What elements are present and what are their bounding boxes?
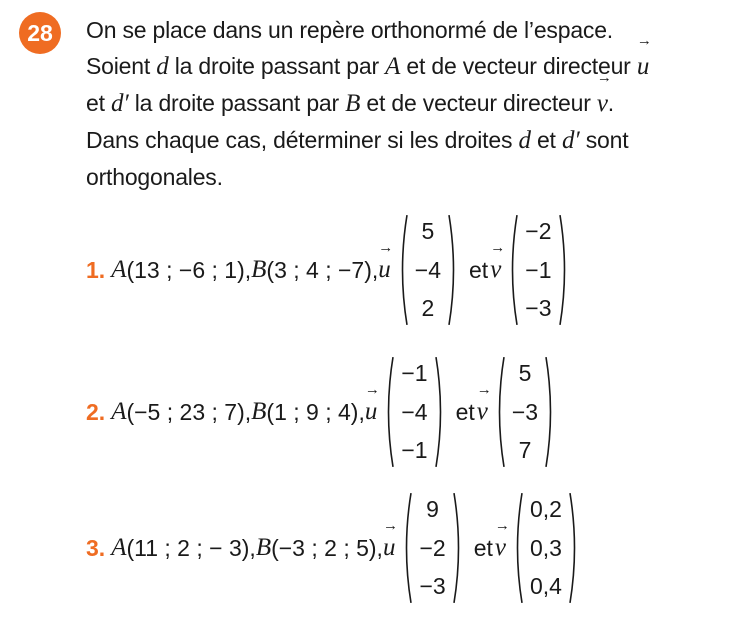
matrix-cell: 0,4: [529, 573, 562, 599]
vector-v-matrix: [507, 214, 569, 326]
matrix-cell: 9: [426, 496, 439, 522]
point-b-label: B: [251, 256, 267, 283]
intro-text: et de vecteur directeur: [360, 90, 597, 116]
point-b-coordinates: (−3 ; 2 ; 5),: [271, 534, 383, 561]
right-parenthesis: [568, 492, 580, 604]
left-parenthesis: [512, 492, 524, 604]
right-parenthesis: [434, 356, 446, 468]
vector-v-matrix: [512, 492, 580, 604]
matrix-cell: −3: [419, 573, 446, 599]
intro-text: .: [607, 90, 614, 116]
intro-text: et: [530, 127, 562, 153]
question-item-1: [86, 214, 576, 326]
matrix-cell: −2: [419, 534, 446, 561]
intro-text: Soient: [86, 53, 157, 79]
et-connector: et: [473, 534, 493, 561]
point-a-label: A: [111, 256, 127, 283]
right-parenthesis: [452, 492, 464, 604]
vector-u-label: → u: [378, 256, 391, 284]
point-a-coordinates: (11 ; 2 ; − 3),: [126, 534, 256, 561]
intro-text: sont: [579, 127, 629, 153]
question-item-2: [86, 356, 562, 468]
exercise-number-badge: 28: [19, 12, 61, 54]
point-a-coordinates: (13 ; −6 ; 1),: [126, 256, 252, 283]
line-d-symbol: d: [518, 127, 531, 154]
right-parenthesis: [447, 214, 459, 326]
vector-u-matrix: [383, 356, 445, 468]
line-d-prime-symbol: d′: [110, 90, 129, 117]
intro-line-4: [86, 122, 726, 159]
point-a-symbol: A: [385, 53, 401, 80]
matrix-cell: −3: [525, 295, 552, 321]
intro-line-3: [86, 85, 726, 122]
intro-text: la droite passant par: [128, 90, 346, 116]
vector-v-label: → v: [490, 256, 501, 284]
vector-v-label: → v: [495, 534, 506, 562]
matrix-cell: 7: [518, 437, 532, 463]
point-b-label: B: [251, 398, 267, 425]
question-number: 3.: [86, 534, 106, 561]
matrix-cell: −2: [525, 218, 552, 244]
matrix-cell: −1: [401, 437, 428, 463]
point-a-coordinates: (−5 ; 23 ; 7),: [126, 398, 252, 425]
exercise-statement: [86, 12, 726, 195]
vector-u-label: → u: [383, 534, 396, 562]
intro-text: et: [86, 90, 111, 116]
matrix-cell: 2: [421, 295, 435, 321]
matrix-cell: −4: [401, 398, 428, 425]
right-parenthesis: [544, 356, 556, 468]
matrix-cell: −1: [401, 360, 428, 386]
left-parenthesis: [397, 214, 409, 326]
point-b-coordinates: (3 ; 4 ; −7),: [266, 256, 379, 283]
vector-v-symbol: → v: [597, 86, 608, 122]
left-parenthesis: [494, 356, 506, 468]
point-b-coordinates: (1 ; 9 ; 4),: [266, 398, 365, 425]
intro-text: et de vecteur directeur: [400, 53, 637, 79]
vector-v-label: → v: [477, 398, 488, 426]
point-a-label: A: [111, 398, 127, 425]
matrix-cell: 0,2: [529, 496, 562, 522]
vector-u-label: → u: [365, 398, 378, 426]
matrix-cell: 5: [518, 360, 532, 386]
right-parenthesis: [558, 214, 570, 326]
intro-line-5: orthogonales.: [86, 164, 223, 190]
point-b-label: B: [255, 534, 272, 561]
matrix-cell: −4: [414, 256, 441, 283]
vector-v-matrix: [494, 356, 556, 468]
matrix-cell: −3: [511, 398, 539, 425]
matrix-cell: 0,3: [529, 534, 562, 561]
intro-line-1: On se place dans un repère orthonormé de l’espace.: [86, 17, 613, 43]
intro-line-2: [86, 48, 726, 85]
vector-u-symbol: → u: [637, 49, 649, 85]
left-parenthesis: [507, 214, 519, 326]
left-parenthesis: [401, 492, 413, 604]
question-item-3: [86, 492, 586, 604]
point-a-label: A: [111, 534, 127, 561]
question-number: 2.: [86, 398, 106, 425]
point-b-symbol: B: [345, 90, 361, 117]
left-parenthesis: [383, 356, 395, 468]
et-connector: et: [469, 256, 489, 283]
intro-text: la droite passant par: [168, 53, 386, 79]
question-number: 1.: [86, 256, 106, 283]
matrix-cell: −1: [525, 256, 552, 283]
line-d-symbol: d: [156, 53, 169, 80]
vector-u-matrix: [401, 492, 463, 604]
line-d-prime-symbol: d′: [561, 127, 580, 154]
et-connector: et: [455, 398, 475, 425]
intro-text: Dans chaque cas, déterminer si les droites: [86, 127, 519, 153]
matrix-cell: 5: [421, 218, 435, 244]
vector-u-matrix: [397, 214, 459, 326]
